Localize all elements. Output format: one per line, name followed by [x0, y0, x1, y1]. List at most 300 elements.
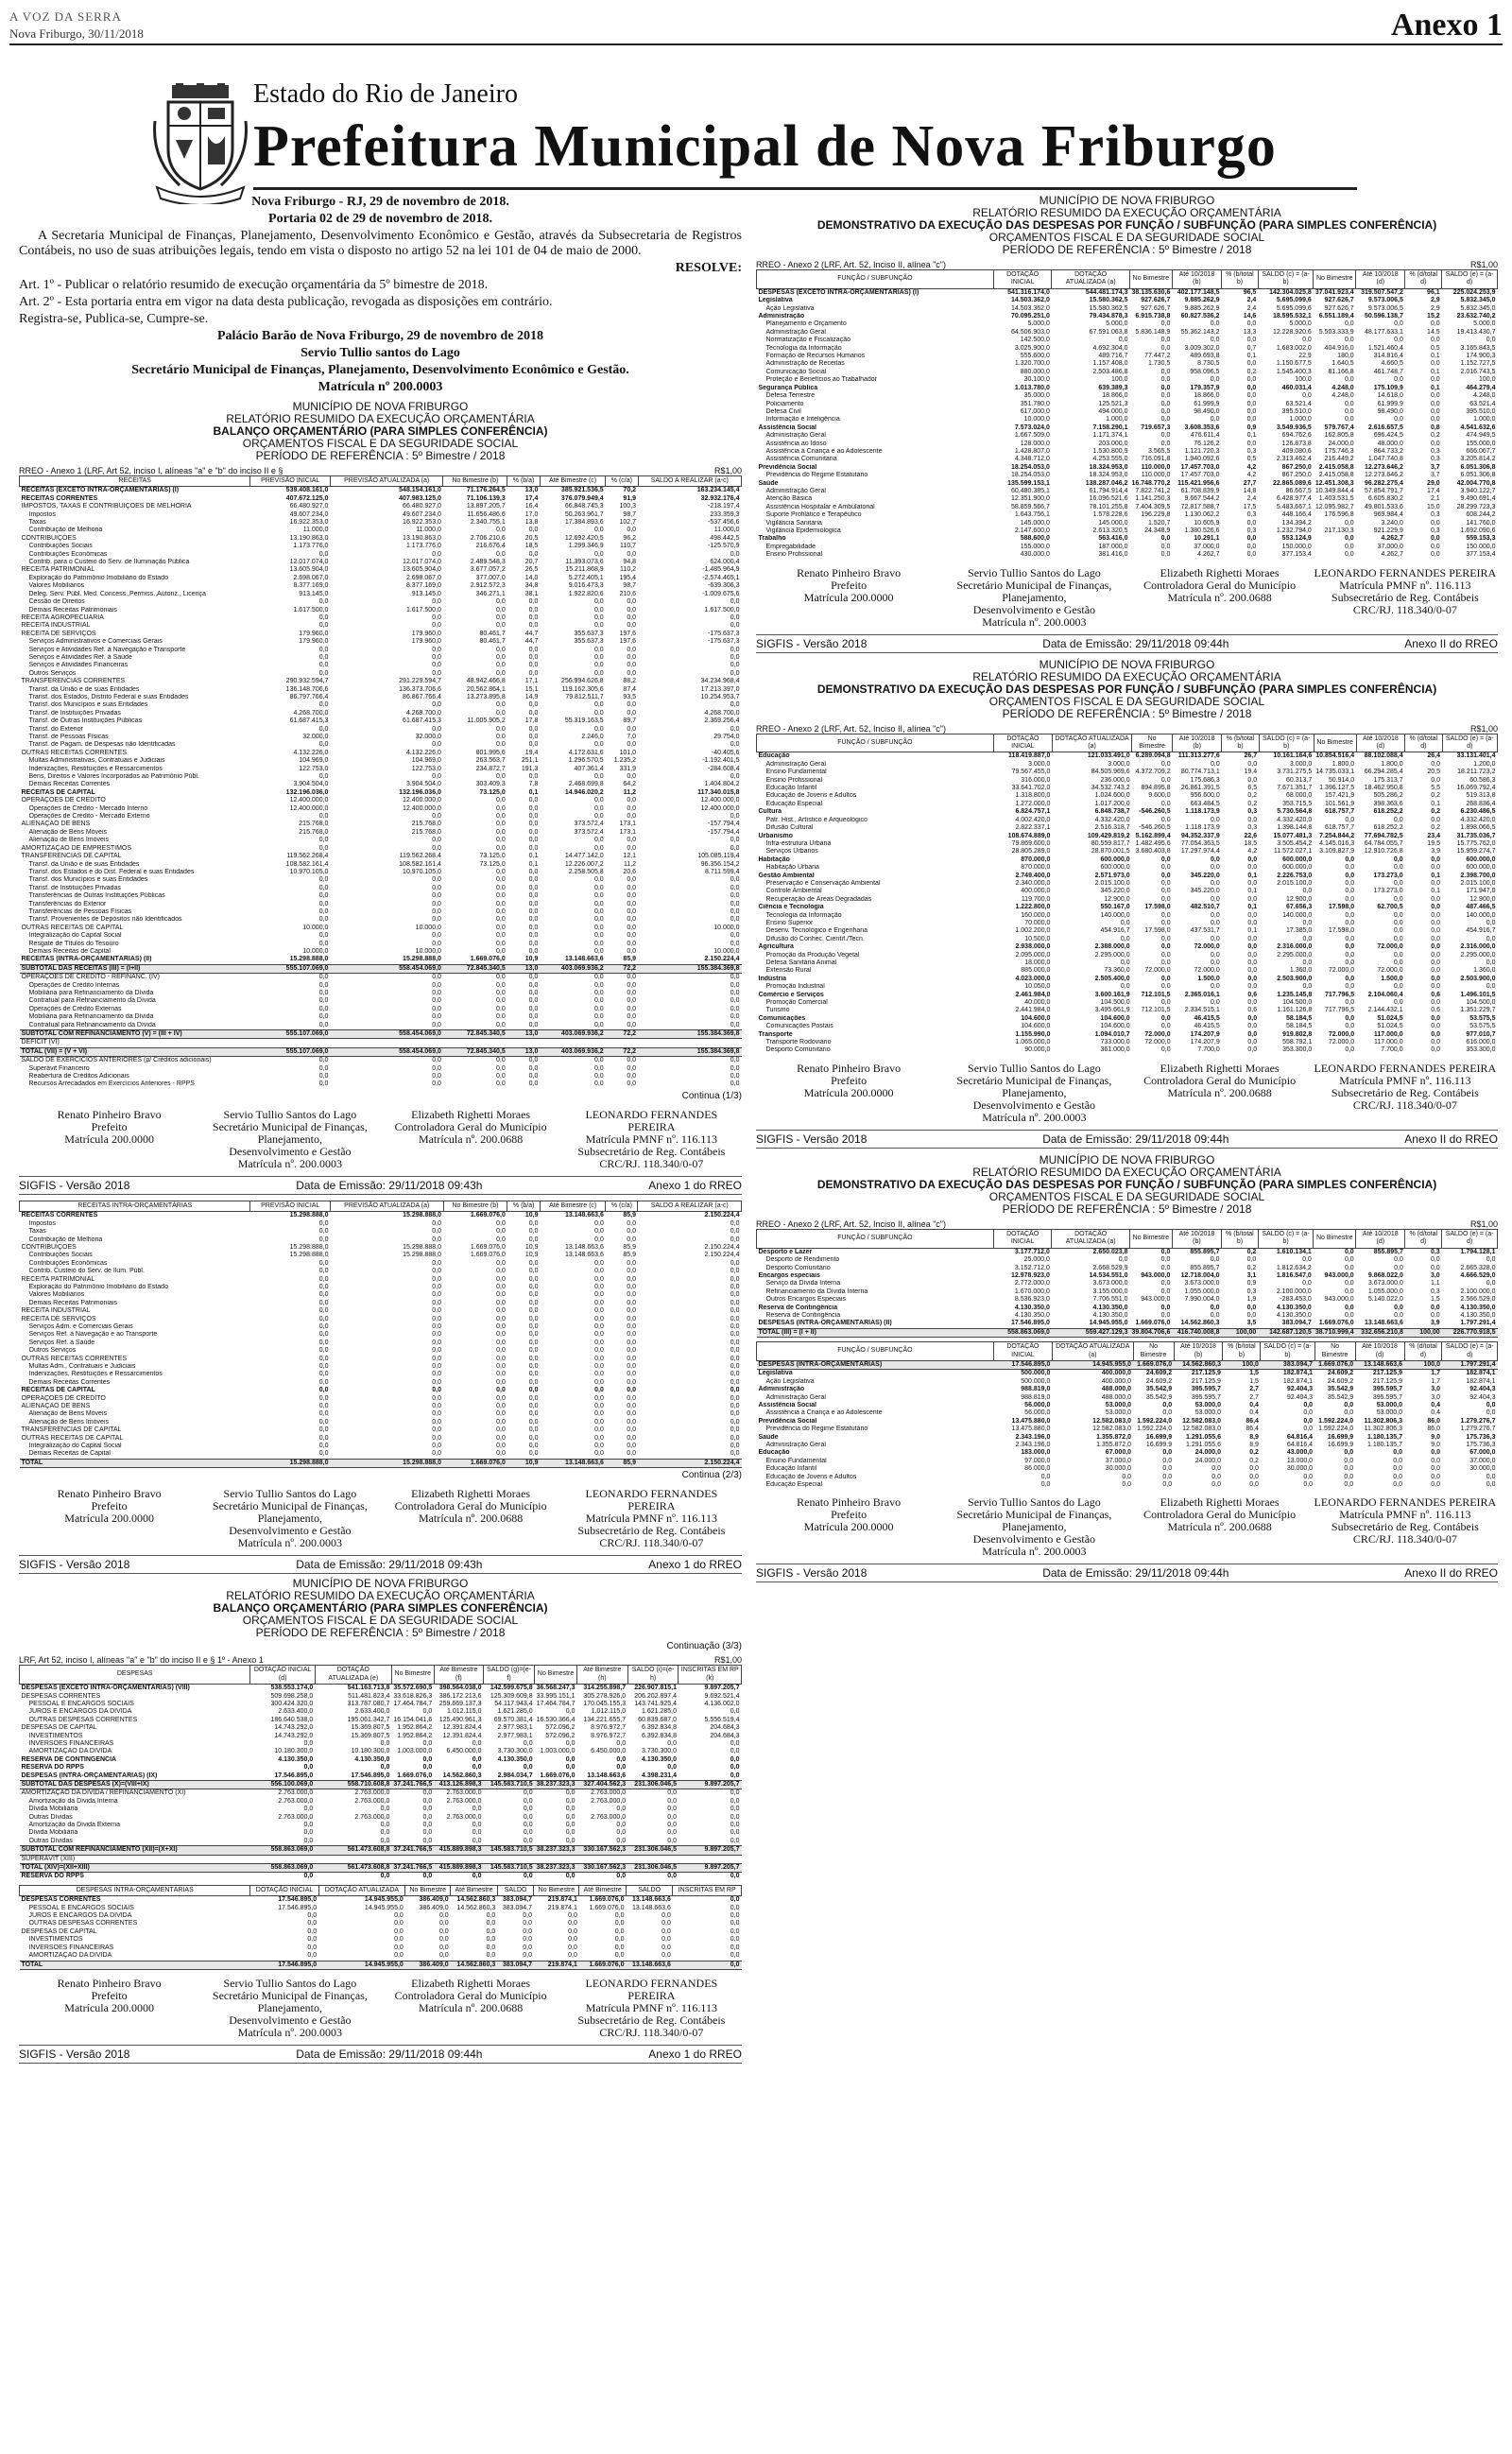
- cell-value: 0,0: [1393, 983, 1403, 991]
- cell-value: 13.148.663,6: [564, 1243, 604, 1251]
- table-row: [20, 1307, 742, 1315]
- row-label: Alienação de Bens Móveis: [28, 1410, 107, 1418]
- cell-value: 290.932.594,7: [285, 678, 329, 685]
- cell-value: 4.332.420,0: [1094, 816, 1130, 823]
- column-header: Até Bimestre (c): [541, 1201, 606, 1211]
- row-label: Outras Dívidas: [28, 1813, 73, 1821]
- cell-value: 0,0: [1431, 1014, 1440, 1022]
- cell-value: 0,0: [438, 1936, 449, 1944]
- cell-value: 361.000,0: [1100, 1046, 1130, 1054]
- cell-value: 0,0: [1162, 1473, 1173, 1480]
- cell-value: 448.166,4: [1281, 511, 1312, 519]
- cell-value: 12.910.726,8: [1364, 848, 1403, 855]
- cell-value: 37.000,0: [1194, 543, 1220, 550]
- cell-value: 0,0: [1393, 1449, 1402, 1457]
- cell-value: 1.055.000,0: [1184, 1287, 1220, 1295]
- cell-value: 0,0: [730, 1378, 740, 1386]
- table-row: [20, 1936, 742, 1944]
- row-label: Formação de Recursos Humanos: [765, 353, 866, 360]
- signer-detail: Desenvolvimento e Gestão: [972, 602, 1096, 616]
- cell-value: 35.572.690,5: [393, 1685, 433, 1692]
- row-label: Educação: [758, 1449, 790, 1457]
- cell-value: 0,0: [496, 1013, 506, 1021]
- cell-value: 210,6: [619, 590, 637, 597]
- cell-value: 0,0: [318, 1057, 329, 1064]
- cell-value: 7.700,0: [1197, 1046, 1220, 1054]
- cell-value: 217.125,9: [1372, 1370, 1402, 1377]
- cell-value: 0,0: [438, 1927, 449, 1935]
- cell-value: 136.373.706,6: [399, 685, 441, 693]
- cell-value: 353.300,0: [1282, 1046, 1313, 1054]
- table-row: [757, 808, 1498, 816]
- cell-value: 386.409,0: [405, 1961, 451, 1969]
- cell-value: 173,1: [619, 821, 637, 828]
- cell-value: 0,0: [594, 1418, 604, 1426]
- cell-value: 0,0: [616, 1829, 627, 1837]
- row-label: Dívida Mobiliária: [28, 1806, 78, 1813]
- cell-value: 0,0: [627, 741, 637, 749]
- cell-value: 27,7: [1243, 479, 1257, 487]
- table-row: [757, 464, 1498, 472]
- cell-value: 3.505.454,2: [1277, 839, 1313, 847]
- table-row: [20, 1838, 742, 1846]
- cell-value: 35.542,9: [1327, 1386, 1354, 1393]
- cell-value: 61.999,9: [1377, 400, 1403, 407]
- cell-value: 3.000,0: [1289, 760, 1313, 768]
- cell-value: 0,0: [1303, 1473, 1314, 1480]
- cell-value: 143.741.925,4: [634, 1700, 677, 1707]
- cell-value: 18,5: [1244, 839, 1258, 847]
- row-label: Saúde: [758, 1433, 779, 1441]
- signature-block: [19, 1109, 742, 1170]
- cell-value: 63.521,4: [1469, 400, 1496, 407]
- row-label: Integralização do Capital Social: [28, 1443, 122, 1450]
- cell-value: 81.166,8: [1328, 368, 1354, 375]
- cell-value: 5.832.345,0: [1460, 304, 1496, 312]
- table-row: [20, 1780, 742, 1789]
- cell-value: 10,9: [524, 1212, 539, 1219]
- row-label: Exploração do Patrimônio Imobiliário do Estado: [28, 1283, 168, 1290]
- cell-value: 0,0: [1160, 935, 1171, 942]
- cell-value: 3,0: [1430, 1271, 1440, 1279]
- cell-value: 135.599.153,1: [1007, 479, 1050, 487]
- cell-value: 0,0: [1211, 816, 1220, 823]
- signer-detail: Matrícula PMNF nº. 116.113: [585, 1512, 717, 1526]
- cell-value: 0,0: [1118, 337, 1128, 344]
- cell-value: 18.595.532,1: [1272, 313, 1312, 320]
- row-label: INVERSÕES FINANCEIRAS: [28, 1739, 114, 1747]
- cell-value: 600.000,0: [1100, 855, 1130, 863]
- cell-value: 0,4: [1249, 1409, 1259, 1417]
- funcao-subfuncao-table: [756, 734, 1498, 1055]
- cell-value: 0,0: [627, 614, 637, 621]
- report2-header: [756, 195, 1498, 256]
- cell-value: 0,1: [528, 860, 539, 868]
- left-column: [19, 195, 742, 2064]
- cell-value: 0,0: [528, 669, 539, 677]
- cell-value: 12.017.074,0: [289, 559, 329, 566]
- cell-value: 225.024.253,9: [1452, 288, 1496, 296]
- cell-value: 0,0: [593, 997, 604, 1005]
- cell-value: 0,0: [730, 725, 740, 733]
- cell-value: 0,0: [627, 1410, 636, 1418]
- table-row: [20, 1905, 742, 1912]
- cell-value: 563.416,0: [1098, 535, 1128, 543]
- cell-value: 10.050,0: [1024, 983, 1051, 991]
- cell-value: 482.510,7: [1190, 904, 1220, 911]
- cell-value: 0,0: [730, 974, 740, 981]
- row-label: Transferências de Outras Instituições Públicas: [28, 892, 165, 900]
- column-header: RECEITAS INTRA-ORÇAMENTÁRIAS: [20, 1201, 250, 1211]
- cell-value: 191,3: [521, 765, 539, 772]
- cell-value: 395.510,0: [1281, 407, 1312, 415]
- column-header: DOTAÇÃO INICIAL: [993, 734, 1052, 752]
- cell-value: 353.715,5: [1282, 800, 1313, 807]
- cell-value: 0,1: [528, 788, 539, 796]
- cell-value: 0,0: [730, 1410, 740, 1418]
- table-row: [20, 1300, 742, 1307]
- row-label: RESERVA DO RPPS: [21, 1764, 84, 1771]
- row-label: Operações de Crédito Internas: [28, 981, 120, 989]
- cell-value: 66.480.927,0: [403, 503, 441, 510]
- cell-value: 0,0: [1345, 943, 1355, 951]
- cell-value: 0,0: [432, 1021, 441, 1028]
- cell-value: 572.096,2: [545, 1732, 576, 1739]
- cell-value: 13,8: [524, 519, 539, 527]
- cell-value: 2.633.400,0: [354, 1708, 390, 1716]
- signature: [19, 1978, 199, 2039]
- cell-value: 18.866,0: [1102, 392, 1128, 400]
- cell-value: 0,0: [523, 1764, 533, 1771]
- cell-value: 0,0: [528, 1363, 539, 1370]
- row-label: Assistência Social: [758, 423, 816, 431]
- cell-value: 0,0: [1211, 911, 1220, 919]
- cell-value: 2.316.000,0: [1277, 943, 1313, 951]
- cell-value: 2.763.000,0: [446, 1797, 482, 1805]
- cell-value: 864.733,2: [1373, 447, 1403, 455]
- cell-value: 3.152.712,0: [1014, 1264, 1050, 1271]
- cell-value: 0,0: [593, 709, 604, 717]
- cell-value: 0,3: [1246, 1287, 1257, 1295]
- cell-value: 0,0: [730, 550, 740, 558]
- cell-value: 1.898.066,5: [1460, 824, 1496, 832]
- cell-value: 97.000,0: [1024, 1457, 1051, 1464]
- table-row: [757, 329, 1498, 337]
- cell-value: 489.693,8: [1190, 353, 1220, 360]
- signer-name: Elizabeth Righetti Moraes: [1160, 1061, 1280, 1075]
- cell-value: 58.859.566,7: [1010, 503, 1050, 510]
- cell-value: 22.865.089,6: [1272, 479, 1312, 487]
- cell-value: 0,0: [1394, 416, 1403, 423]
- cell-value: 12.400.000,0: [289, 797, 329, 804]
- cell-value: 305.278.926,0: [583, 1692, 627, 1700]
- cell-value: 855.895,7: [1373, 1248, 1403, 1255]
- cell-value: 0,0: [730, 1708, 740, 1716]
- cell-value: 1.150.677,5: [1276, 360, 1312, 368]
- cell-value: 0,0: [1246, 337, 1257, 344]
- cell-value: 969.984,4: [1373, 511, 1403, 519]
- cell-value: 0,0: [496, 1355, 506, 1362]
- cell-value: 558.863.069,0: [993, 1328, 1051, 1337]
- cell-value: 0,0: [528, 1291, 539, 1299]
- table-row: [757, 1288, 1498, 1296]
- cell-value: 345.220,0: [1190, 872, 1220, 879]
- cell-value: 2.912.572,3: [470, 582, 506, 590]
- cell-value: 0,0: [1247, 935, 1258, 942]
- cell-value: 0,0: [307, 1912, 318, 1920]
- cell-value: 0,0: [1430, 360, 1440, 368]
- cell-value: 0,2: [1430, 432, 1440, 440]
- cell-value: 1.952.864,2: [397, 1732, 433, 1739]
- cell-value: 10.000,0: [302, 947, 329, 955]
- row-label: Administração Geral: [765, 1393, 826, 1401]
- row-label: TOTAL: [20, 1459, 250, 1467]
- cell-value: 55.362.143,2: [1180, 328, 1220, 336]
- row-label: Ação Legislativa: [765, 304, 815, 312]
- signer-name: Elizabeth Righetti Moraes: [411, 1487, 531, 1501]
- cell-value: 943.000,0: [1324, 1296, 1354, 1304]
- cell-value: 53.575,5: [1469, 1014, 1496, 1022]
- cell-value: 236.000,0: [1100, 776, 1130, 784]
- cell-value: 0,0: [380, 1829, 390, 1837]
- table-row: [20, 869, 742, 876]
- cell-value: 6.428.977,4: [1276, 495, 1312, 503]
- cell-value: 68.000,0: [1286, 792, 1313, 800]
- cell-value: 0,0: [318, 1378, 329, 1386]
- cell-value: 1.545.400,3: [1276, 368, 1312, 375]
- cell-value: 2,4: [1246, 304, 1257, 312]
- cell-value: 33.995.151,1: [536, 1692, 576, 1700]
- table-row: [20, 1030, 742, 1039]
- cell-value: 134.221.655,7: [583, 1716, 627, 1723]
- table-row: [757, 353, 1498, 360]
- cell-value: 3.730.300,0: [641, 1748, 677, 1755]
- cell-value: 559.427.129,3: [1052, 1328, 1130, 1337]
- cell-value: 666.067,7: [1466, 447, 1496, 455]
- cell-value: 0,0: [627, 1057, 637, 1064]
- cell-value: 104.500,0: [1466, 999, 1496, 1007]
- cell-value: 0,0: [1345, 1023, 1355, 1030]
- cell-value: 3.904.504,0: [405, 781, 441, 788]
- cell-value: 0,0: [565, 1837, 576, 1844]
- cell-value: 0,0: [528, 876, 539, 884]
- cell-value: 14.945.955,0: [364, 1904, 404, 1911]
- column-header: No Bimestre (b): [443, 476, 507, 487]
- cell-value: 0,0: [1211, 855, 1220, 863]
- table-row: [20, 1864, 742, 1873]
- table-row: [20, 1961, 742, 1969]
- cell-value: 93,5: [623, 693, 637, 700]
- table-row: [757, 337, 1498, 344]
- cell-value: 0,6: [1247, 1007, 1258, 1014]
- row-label: Mobiliária para Refinanciamento da Dívida: [28, 990, 154, 996]
- cell-value: 0,0: [1393, 935, 1403, 942]
- cell-value: 86.667,5: [1285, 487, 1312, 494]
- cell-value: 85,9: [606, 1459, 638, 1467]
- cell-value: 0,0: [1431, 879, 1440, 887]
- cell-value: 0,0: [1160, 975, 1171, 982]
- cell-value: 187.000,0: [1098, 543, 1128, 550]
- cell-value: 0,0: [730, 1944, 740, 1951]
- table-row: [757, 456, 1498, 463]
- cell-value: 398.363,6: [1373, 800, 1403, 807]
- cell-value: 80.461,7: [479, 630, 506, 637]
- cell-value: 489.716,7: [1098, 353, 1128, 360]
- row-label: Ensino Profissional: [765, 776, 823, 784]
- cell-value: 1.279.276,7: [1460, 1417, 1496, 1425]
- row-label: Tecnologia da Informação: [765, 344, 842, 352]
- cell-value: 0,0: [594, 1450, 604, 1458]
- row-label: Reserva de Contingência: [758, 1304, 838, 1311]
- row-label: Gestão Ambiental: [758, 872, 815, 879]
- cell-value: 0,0: [1211, 760, 1220, 768]
- cell-value: 0,0: [1430, 376, 1440, 384]
- cell-value: 0,0: [318, 725, 329, 733]
- signer-detail: CRC/RJ. 118.340/0-07: [599, 1536, 704, 1550]
- cell-value: -175.637,3: [708, 630, 740, 637]
- cell-value: 3,9: [1430, 1320, 1440, 1327]
- cell-value: 558.454.069,0: [330, 1030, 442, 1039]
- table-row: [757, 1426, 1498, 1433]
- signature: [19, 1488, 199, 1549]
- cell-value: 0,0: [528, 1275, 539, 1283]
- cell-value: 13.148.663,6: [1365, 1320, 1403, 1327]
- cell-value: 0,0: [432, 725, 441, 733]
- cell-value: 0,0: [594, 1299, 604, 1306]
- cell-value: 85,9: [623, 1252, 636, 1259]
- cell-value: 0,0: [1431, 760, 1440, 768]
- cell-value: 0,0: [318, 1355, 329, 1362]
- cell-value: 0,0: [627, 646, 637, 653]
- cell-value: 100,0: [1110, 376, 1128, 384]
- cell-value: 10,9: [507, 1459, 541, 1467]
- cell-value: 110,2: [620, 566, 637, 574]
- receitas-table: [19, 475, 742, 1089]
- column-header: % (d/total d): [1405, 734, 1442, 752]
- table-row: [20, 1873, 742, 1881]
- cell-value: 663.484,5: [1190, 800, 1220, 807]
- table-row: [20, 1252, 742, 1259]
- cell-value: 0,0: [318, 1307, 329, 1315]
- cell-value: 96,2: [623, 534, 637, 542]
- cell-value: 5.000,0: [1106, 320, 1128, 328]
- cell-value: 160.000,0: [1021, 911, 1051, 919]
- table-row: [757, 792, 1498, 800]
- signature: [1127, 1496, 1313, 1558]
- row-label: Transf. da União e de suas Entidades: [28, 685, 140, 693]
- report2-header-line: DEMONSTRATIVO DA EXECUÇÃO DAS DESPESAS POR FUNÇÃO / SUBFUNÇÃO (PARA SIMPLES CONFERÊNCIA): [816, 682, 1437, 696]
- cell-value: 0,0: [730, 1771, 740, 1779]
- cell-value: 1.730,5: [1148, 360, 1171, 368]
- column-header: Até 10/2018 (d): [1356, 1229, 1405, 1248]
- cell-value: 639.389,3: [1098, 384, 1128, 391]
- cell-value: 0,2: [1246, 1264, 1257, 1271]
- cell-value: 0,0: [730, 1434, 740, 1442]
- cell-value: 1.003.000,0: [540, 1748, 576, 1755]
- cell-value: 0,0: [1430, 400, 1440, 407]
- cell-value: 0,0: [730, 1219, 740, 1227]
- row-label: DESPESAS (EXCETO INTRA-ORÇAMENTÁRIAS) (VIII): [21, 1685, 190, 1692]
- cell-value: 14.945.955,0: [364, 1896, 404, 1904]
- cell-value: 0,0: [496, 900, 506, 907]
- cell-value: 548.154.161,0: [399, 487, 441, 494]
- cell-value: 42.004.770,8: [1456, 479, 1496, 487]
- cell-value: 0,1: [1247, 904, 1258, 911]
- report2-ref-left: RREO - Anexo 2 (LRF, Art. 52, Inciso II, alínea "c"): [756, 723, 946, 734]
- cell-value: [434, 1855, 483, 1863]
- cell-value: 0,0: [432, 1426, 441, 1434]
- report2-header-line: PERÍODO DE REFERÊNCIA : 5º Bimestre / 2018: [1002, 706, 1252, 720]
- cell-value: 155.384.369,8: [638, 1047, 741, 1056]
- cell-value: 0,0: [1393, 895, 1403, 903]
- cell-value: 100,0: [1404, 1360, 1442, 1369]
- signer-detail: Matrícula nº. 200.0003: [237, 1536, 343, 1550]
- cell-value: 0,0: [730, 1394, 740, 1402]
- cell-value: 85,9: [623, 1243, 636, 1251]
- cell-value: 464.279,4: [1466, 384, 1496, 391]
- cell-value: 0,0: [1345, 919, 1355, 926]
- cell-value: 1.952.864,2: [397, 1724, 433, 1732]
- cell-value: 13.148.663,6: [587, 1771, 627, 1779]
- report2-header-line: RELATÓRIO RESUMIDO DA EXECUÇÃO ORÇAMENTÁRIA: [972, 1165, 1281, 1179]
- row-label: Contrib. para o Custeio do Serv. de Iluminação Pública: [28, 559, 190, 566]
- cell-value: 2.763.000,0: [591, 1813, 627, 1821]
- funcao-report-page: [756, 659, 1498, 1149]
- cell-value: 0,0: [593, 876, 604, 884]
- cell-value: 13.897.205,7: [466, 503, 506, 510]
- cell-value: 72.000,0: [1377, 967, 1403, 975]
- report-footer: [19, 2045, 742, 2064]
- cell-value: 0,0: [627, 907, 637, 915]
- cell-value: 28.805.289,0: [1011, 848, 1051, 855]
- cell-value: 0,3: [1430, 1287, 1440, 1295]
- cell-value: 0,1: [1430, 384, 1440, 391]
- cell-value: 0,0: [565, 1755, 576, 1763]
- cell-value: 0,0: [528, 1450, 539, 1458]
- cell-value: 0,0: [1394, 1304, 1403, 1311]
- cell-value: 117.340.015,8: [697, 788, 740, 796]
- cell-value: -157.794,4: [708, 821, 740, 828]
- cell-value: 291.229.594,7: [399, 678, 441, 685]
- cell-value: 100,0: [1295, 376, 1312, 384]
- row-label: Desporto de Rendimento: [765, 1256, 840, 1264]
- row-label: Tecnologia da Informação: [765, 911, 842, 919]
- cell-value: 0,0: [1430, 407, 1440, 415]
- cell-value: 1.152.727,5: [1460, 360, 1496, 368]
- cell-value: 14.503.362,0: [1010, 304, 1050, 312]
- cell-value: 0,0: [438, 1912, 449, 1920]
- cell-value: 16.699,9: [1145, 1442, 1173, 1449]
- cell-value: 0,0: [422, 1789, 433, 1797]
- cell-value: 600.000,0: [1282, 864, 1313, 872]
- row-label: Empregabilidade: [765, 543, 816, 550]
- signature: [561, 1488, 742, 1549]
- signer-name: Renato Pinheiro Bravo: [57, 1976, 162, 1990]
- cell-value: 10.000,0: [713, 924, 740, 931]
- cell-value: 14.562.860,3: [442, 1771, 482, 1779]
- cell-value: 0,1: [1430, 368, 1440, 375]
- cell-value: 0,0: [1431, 1046, 1440, 1054]
- cell-value: 0,0: [472, 1764, 482, 1771]
- cell-value: 2.984.034,7: [497, 1771, 533, 1779]
- cell-value: 0,0: [528, 1259, 539, 1267]
- cell-value: 4.248,0: [1332, 392, 1354, 400]
- cell-value: 2.613.320,5: [1092, 527, 1128, 534]
- cell-value: 0,0: [318, 1299, 329, 1306]
- table-row: [757, 1434, 1498, 1442]
- cell-value: 0,0: [472, 1739, 482, 1747]
- continuacao-3: Continuação (3/3): [666, 1641, 742, 1652]
